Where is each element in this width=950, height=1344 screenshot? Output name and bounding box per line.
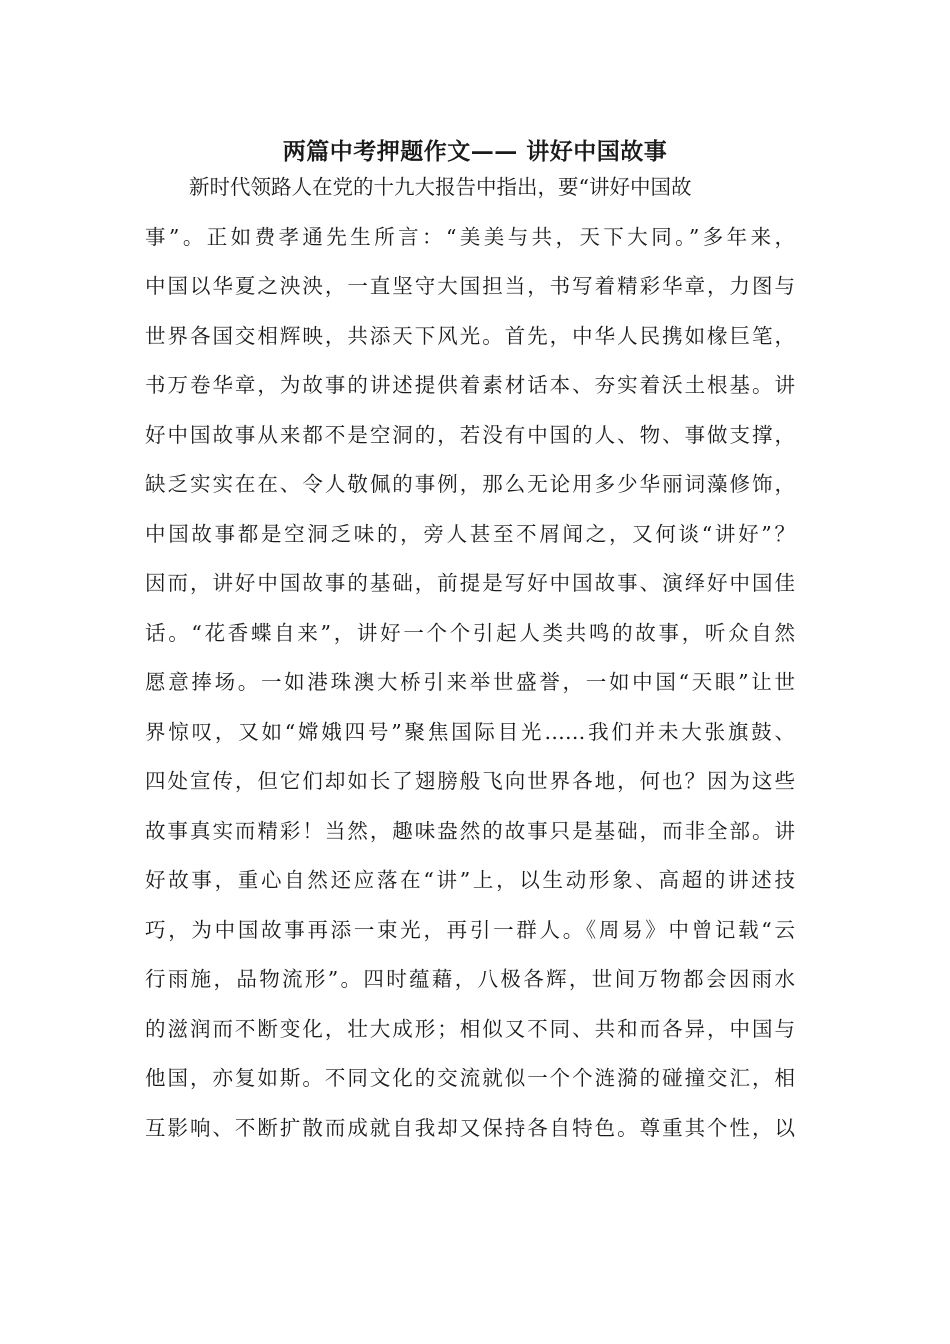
essay-line: 界惊叹，又如“嫦娥四号”聚焦国际目光……我们并未大张旗鼓、 bbox=[145, 719, 795, 744]
essay-line: 书万卷华章，为故事的讲述提供着素材话本、夯实着沃土根基。讲 bbox=[145, 373, 795, 397]
essay-line: 好故事，重心自然还应落在“讲”上，以生动形象、高超的讲述技 bbox=[145, 868, 795, 892]
essay-line: 的滋润而不断变化，壮大成形；相似又不同、共和而各异，中国与 bbox=[145, 1016, 795, 1041]
essay-line: 故事真实而精彩！当然，趣味盎然的故事只是基础，而非全部。讲 bbox=[145, 818, 795, 843]
essay-line: 他国，亦复如斯。不同文化的交流就似一个个涟漪的碰撞交汇，相 bbox=[145, 1066, 795, 1090]
essay-line: 巧，为中国故事再添一束光，再引一群人。《周易》中曾记载“云 bbox=[145, 917, 795, 942]
essay-line: 互影响、不断扩散而成就自我却又保持各自特色。尊重其个性，以 bbox=[145, 1115, 795, 1140]
essay-line: 愿意捧场。一如港珠澳大桥引来举世盛誉，一如中国“天眼”让世 bbox=[145, 670, 795, 694]
essay-line: 世界各国交相辉映，共添天下风光。首先，中华人民携如椽巨笔， bbox=[145, 323, 795, 348]
document-title: 两篇中考押题作文—— 讲好中国故事 bbox=[282, 138, 668, 165]
essay-line: 四处宣传，但它们却如长了翅膀般飞向世界各地，何也？因为这些 bbox=[145, 769, 795, 793]
essay-line: 因而，讲好中国故事的基础，前提是写好中国故事、演绎好中国佳 bbox=[145, 571, 795, 595]
essay-line: 中国以华夏之泱泱，一直坚守大国担当，书写着精彩华章，力图与 bbox=[145, 274, 795, 298]
essay-line: 新时代领路人在党的十九大报告中指出，要“讲好中国故 bbox=[189, 175, 692, 199]
essay-line: 事”。正如费孝通先生所言：“美美与共，天下大同。”多年来， bbox=[145, 224, 795, 249]
essay-line: 中国故事都是空洞乏味的，旁人甚至不屑闻之，又何谈“讲好”？ bbox=[145, 521, 795, 546]
essay-line: 话。“花香蝶自来”，讲好一个个引起人类共鸣的故事，听众自然 bbox=[145, 620, 795, 645]
essay-body bbox=[145, 163, 795, 1153]
essay-line: 缺乏实实在在、令人敬佩的事例，那么无论用多少华丽词藻修饰， bbox=[145, 472, 795, 496]
essay-line: 行雨施，品物流形”。四时蕴藉，八极各辉，世间万物都会因雨水 bbox=[145, 967, 795, 991]
essay-line: 好中国故事从来都不是空洞的，若没有中国的人、物、事做支撑， bbox=[145, 422, 795, 447]
